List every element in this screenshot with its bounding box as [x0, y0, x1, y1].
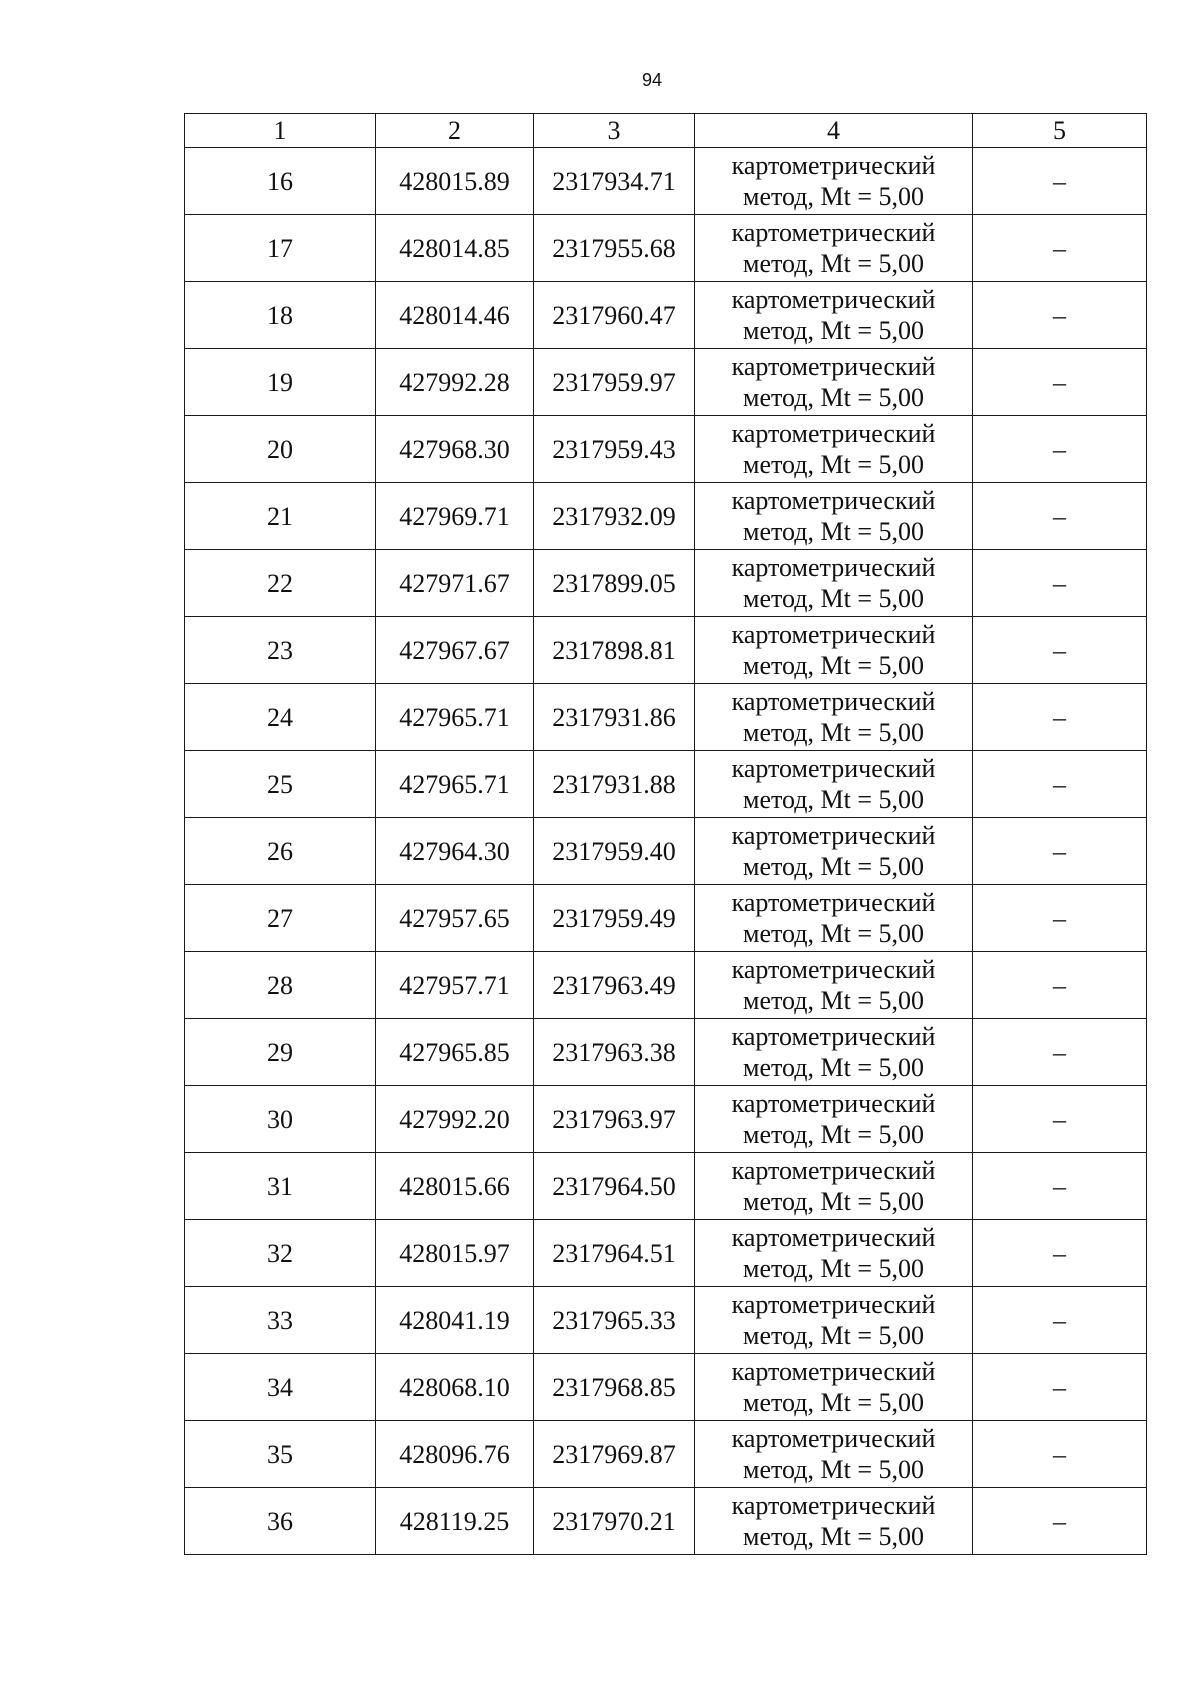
method-line-1: картометрический [731, 1290, 936, 1319]
point-number-cell: 27 [185, 885, 376, 952]
table-row [185, 1488, 1147, 1555]
x-coordinate-cell: 428015.89 [376, 148, 534, 215]
method-line-1: картометрический [731, 955, 936, 984]
table-row [185, 751, 1147, 818]
note-cell: – [973, 1153, 1147, 1220]
point-number-cell: 29 [185, 1019, 376, 1086]
table-row [185, 282, 1147, 349]
x-coordinate-cell: 428119.25 [376, 1488, 534, 1555]
method-line-2: метод, Mt = 5,00 [743, 383, 924, 412]
method-line-1: картометрический [731, 1089, 936, 1118]
method-cell [695, 148, 973, 215]
table-row [185, 1421, 1147, 1488]
y-coordinate-cell: 2317963.49 [534, 952, 695, 1019]
x-coordinate-cell: 427969.71 [376, 483, 534, 550]
method-line-2: метод, Mt = 5,00 [743, 450, 924, 479]
note-cell: – [973, 1354, 1147, 1421]
y-coordinate-cell: 2317931.88 [534, 751, 695, 818]
note-cell: – [973, 684, 1147, 751]
method-line-2: метод, Mt = 5,00 [743, 517, 924, 546]
point-number-cell: 23 [185, 617, 376, 684]
method-line-2: метод, Mt = 5,00 [743, 1388, 924, 1417]
method-cell [695, 1354, 973, 1421]
point-number-cell: 33 [185, 1287, 376, 1354]
point-number-cell: 21 [185, 483, 376, 550]
method-line-1: картометрический [731, 486, 936, 515]
method-line-2: метод, Mt = 5,00 [743, 785, 924, 814]
x-coordinate-cell: 427992.28 [376, 349, 534, 416]
method-cell [695, 550, 973, 617]
method-line-2: метод, Mt = 5,00 [743, 1053, 924, 1082]
note-cell: – [973, 483, 1147, 550]
method-line-1: картометрический [731, 821, 936, 850]
y-coordinate-cell: 2317931.86 [534, 684, 695, 751]
y-coordinate-cell: 2317932.09 [534, 483, 695, 550]
method-line-2: метод, Mt = 5,00 [743, 852, 924, 881]
note-cell: – [973, 952, 1147, 1019]
method-line-2: метод, Mt = 5,00 [743, 1455, 924, 1484]
method-line-1: картометрический [731, 352, 936, 381]
method-line-2: метод, Mt = 5,00 [743, 316, 924, 345]
column-header-4: 4 [695, 114, 973, 148]
point-number-cell: 18 [185, 282, 376, 349]
note-cell: – [973, 416, 1147, 483]
x-coordinate-cell: 427965.71 [376, 684, 534, 751]
method-line-1: картометрический [731, 687, 936, 716]
note-cell: – [973, 1421, 1147, 1488]
method-line-1: картометрический [731, 419, 936, 448]
method-cell [695, 416, 973, 483]
table-row [185, 416, 1147, 483]
x-coordinate-cell: 428014.85 [376, 215, 534, 282]
note-cell: – [973, 349, 1147, 416]
x-coordinate-cell: 427971.67 [376, 550, 534, 617]
x-coordinate-cell: 427992.20 [376, 1086, 534, 1153]
method-cell [695, 1019, 973, 1086]
note-cell: – [973, 1488, 1147, 1555]
method-line-2: метод, Mt = 5,00 [743, 1321, 924, 1350]
table-row [185, 684, 1147, 751]
method-line-1: картометрический [731, 151, 936, 180]
method-cell [695, 684, 973, 751]
method-line-2: метод, Mt = 5,00 [743, 1120, 924, 1149]
method-line-1: картометрический [731, 1022, 936, 1051]
y-coordinate-cell: 2317964.51 [534, 1220, 695, 1287]
x-coordinate-cell: 427967.67 [376, 617, 534, 684]
method-cell [695, 1220, 973, 1287]
column-header-2: 2 [376, 114, 534, 148]
point-number-cell: 24 [185, 684, 376, 751]
point-number-cell: 25 [185, 751, 376, 818]
column-header-1: 1 [185, 114, 376, 148]
method-line-1: картометрический [731, 218, 936, 247]
y-coordinate-cell: 2317899.05 [534, 550, 695, 617]
table-row [185, 215, 1147, 282]
point-number-cell: 36 [185, 1488, 376, 1555]
method-line-1: картометрический [731, 754, 936, 783]
y-coordinate-cell: 2317970.21 [534, 1488, 695, 1555]
method-line-1: картометрический [731, 285, 936, 314]
x-coordinate-cell: 427957.65 [376, 885, 534, 952]
point-number-cell: 35 [185, 1421, 376, 1488]
y-coordinate-cell: 2317963.97 [534, 1086, 695, 1153]
note-cell: – [973, 550, 1147, 617]
method-line-2: метод, Mt = 5,00 [743, 986, 924, 1015]
point-number-cell: 30 [185, 1086, 376, 1153]
point-number-cell: 26 [185, 818, 376, 885]
method-line-1: картометрический [731, 1223, 936, 1252]
x-coordinate-cell: 428014.46 [376, 282, 534, 349]
note-cell: – [973, 885, 1147, 952]
method-line-2: метод, Mt = 5,00 [743, 584, 924, 613]
method-line-1: картометрический [731, 888, 936, 917]
table-row [185, 483, 1147, 550]
point-number-cell: 17 [185, 215, 376, 282]
x-coordinate-cell: 428015.66 [376, 1153, 534, 1220]
x-coordinate-cell: 427964.30 [376, 818, 534, 885]
y-coordinate-cell: 2317964.50 [534, 1153, 695, 1220]
method-cell [695, 483, 973, 550]
point-number-cell: 20 [185, 416, 376, 483]
x-coordinate-cell: 428068.10 [376, 1354, 534, 1421]
note-cell: – [973, 751, 1147, 818]
method-line-1: картометрический [731, 553, 936, 582]
table-row [185, 1287, 1147, 1354]
table-body [185, 148, 1147, 1555]
point-number-cell: 31 [185, 1153, 376, 1220]
x-coordinate-cell: 427965.85 [376, 1019, 534, 1086]
y-coordinate-cell: 2317968.85 [534, 1354, 695, 1421]
y-coordinate-cell: 2317963.38 [534, 1019, 695, 1086]
y-coordinate-cell: 2317959.40 [534, 818, 695, 885]
method-cell [695, 349, 973, 416]
table-header-row [185, 114, 1147, 148]
method-cell [695, 617, 973, 684]
note-cell: – [973, 282, 1147, 349]
y-coordinate-cell: 2317965.33 [534, 1287, 695, 1354]
column-header-5: 5 [973, 114, 1147, 148]
method-cell [695, 1086, 973, 1153]
y-coordinate-cell: 2317955.68 [534, 215, 695, 282]
method-line-1: картометрический [731, 1491, 936, 1520]
method-cell [695, 751, 973, 818]
y-coordinate-cell: 2317959.97 [534, 349, 695, 416]
method-cell [695, 952, 973, 1019]
table-row [185, 885, 1147, 952]
y-coordinate-cell: 2317969.87 [534, 1421, 695, 1488]
method-cell [695, 1488, 973, 1555]
table-row [185, 1086, 1147, 1153]
x-coordinate-cell: 428041.19 [376, 1287, 534, 1354]
column-header-3: 3 [534, 114, 695, 148]
table-row [185, 1153, 1147, 1220]
note-cell: – [973, 1086, 1147, 1153]
x-coordinate-cell: 428096.76 [376, 1421, 534, 1488]
x-coordinate-cell: 427957.71 [376, 952, 534, 1019]
note-cell: – [973, 617, 1147, 684]
method-line-2: метод, Mt = 5,00 [743, 1187, 924, 1216]
point-number-cell: 22 [185, 550, 376, 617]
table-row [185, 818, 1147, 885]
method-line-2: метод, Mt = 5,00 [743, 919, 924, 948]
table-row [185, 550, 1147, 617]
method-line-1: картометрический [731, 1357, 936, 1386]
table-row [185, 617, 1147, 684]
table-row [185, 952, 1147, 1019]
method-line-2: метод, Mt = 5,00 [743, 651, 924, 680]
method-line-1: картометрический [731, 1424, 936, 1453]
method-line-1: картометрический [731, 1156, 936, 1185]
method-cell [695, 1421, 973, 1488]
method-line-2: метод, Mt = 5,00 [743, 249, 924, 278]
method-line-1: картометрический [731, 620, 936, 649]
table-row [185, 1019, 1147, 1086]
table-row [185, 1354, 1147, 1421]
page-number: 94 [641, 70, 663, 90]
note-cell: – [973, 1287, 1147, 1354]
point-number-cell: 34 [185, 1354, 376, 1421]
y-coordinate-cell: 2317898.81 [534, 617, 695, 684]
method-cell [695, 885, 973, 952]
method-line-2: метод, Mt = 5,00 [743, 1522, 924, 1551]
note-cell: – [973, 215, 1147, 282]
method-cell [695, 818, 973, 885]
note-cell: – [973, 1019, 1147, 1086]
table-row [185, 349, 1147, 416]
point-number-cell: 19 [185, 349, 376, 416]
method-cell [695, 1287, 973, 1354]
note-cell: – [973, 818, 1147, 885]
y-coordinate-cell: 2317934.71 [534, 148, 695, 215]
point-number-cell: 16 [185, 148, 376, 215]
method-cell [695, 215, 973, 282]
coordinates-table [184, 113, 1147, 1555]
method-cell [695, 282, 973, 349]
x-coordinate-cell: 427968.30 [376, 416, 534, 483]
y-coordinate-cell: 2317960.47 [534, 282, 695, 349]
table-row [185, 1220, 1147, 1287]
table-row [185, 148, 1147, 215]
y-coordinate-cell: 2317959.49 [534, 885, 695, 952]
method-line-2: метод, Mt = 5,00 [743, 182, 924, 211]
point-number-cell: 28 [185, 952, 376, 1019]
note-cell: – [973, 1220, 1147, 1287]
x-coordinate-cell: 428015.97 [376, 1220, 534, 1287]
method-line-2: метод, Mt = 5,00 [743, 718, 924, 747]
x-coordinate-cell: 427965.71 [376, 751, 534, 818]
method-cell [695, 1153, 973, 1220]
method-line-2: метод, Mt = 5,00 [743, 1254, 924, 1283]
y-coordinate-cell: 2317959.43 [534, 416, 695, 483]
note-cell: – [973, 148, 1147, 215]
point-number-cell: 32 [185, 1220, 376, 1287]
